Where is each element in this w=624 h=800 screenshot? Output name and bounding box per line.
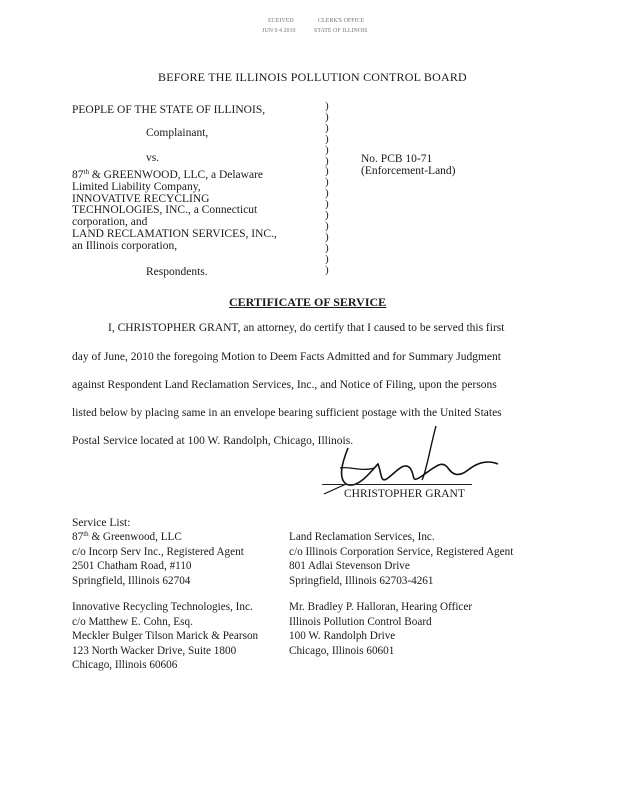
signature-line bbox=[322, 484, 472, 485]
defendant-line-6: LAND RECLAMATION SERVICES, INC., bbox=[72, 227, 277, 240]
recipient-line: 100 W. Randolph Drive bbox=[289, 630, 396, 642]
stamp-line-3: JUN 0 4 2010 bbox=[262, 28, 296, 34]
certificate-title: CERTIFICATE OF SERVICE bbox=[229, 295, 387, 309]
service-recipient-hearing-officer bbox=[289, 600, 472, 658]
recipient-line: c/o Incorp Serv Inc., Registered Agent bbox=[72, 545, 244, 558]
defendants-block bbox=[72, 170, 277, 253]
defendant-line-7: an Illinois corporation, bbox=[72, 239, 178, 252]
recipient-line: Springfield, Illinois 62703-4261 bbox=[289, 574, 434, 587]
recipient-line: c/o Matthew E. Cohn, Esq. bbox=[72, 615, 193, 628]
body-line-5: Postal Service located at 100 W. Randolph, Chicago, Illinois. bbox=[72, 435, 354, 447]
service-recipient-innovative bbox=[72, 600, 258, 673]
received-stamp-3 bbox=[262, 28, 296, 34]
service-list-label: Service List: bbox=[72, 517, 131, 529]
received-stamp bbox=[268, 18, 294, 24]
recipient-name: 87th & Greenwood, LLC bbox=[72, 530, 182, 543]
defendant-line-5: corporation, and bbox=[72, 216, 148, 229]
respondents-label: Respondents. bbox=[146, 266, 208, 278]
case-number: No. PCB 10-71 bbox=[361, 153, 433, 165]
versus-label: vs. bbox=[146, 152, 160, 164]
defendant-line-1: 87th & GREENWOOD, LLC, a Delaware bbox=[72, 168, 263, 181]
caption-brackets: ) ) ) ) ) ) ) ) ) ) ) ) ) ) ) ) bbox=[325, 100, 329, 276]
recipient-line: 801 Adlai Stevenson Drive bbox=[289, 560, 410, 572]
recipient-line: Meckler Bulger Tilson Marick & Pearson bbox=[72, 630, 259, 642]
service-recipient-land-reclamation bbox=[289, 530, 513, 588]
recipient-line: Mr. Bradley P. Halloran, Hearing Officer bbox=[289, 601, 473, 613]
service-recipient-greenwood bbox=[72, 530, 244, 588]
recipient-line: Innovative Recycling Technologies, Inc. bbox=[72, 601, 253, 613]
received-stamp-4 bbox=[314, 28, 368, 34]
defendant-line-4: TECHNOLOGIES, INC., a Connecticut bbox=[72, 204, 258, 217]
body-line-2: day of June, 2010 the foregoing Motion to Deem Facts Admitted and for Summary Judgment bbox=[72, 351, 501, 363]
body-line-4: listed below by placing same in an envelope bearing sufficient postage with the United States bbox=[72, 407, 502, 419]
body-line-3: against Respondent Land Reclamation Services, Inc., and Notice of Filing, upon the persons bbox=[72, 379, 497, 391]
stamp-line-2: CLERK'S OFFICE bbox=[318, 18, 365, 24]
case-type: (Enforcement-Land) bbox=[361, 165, 456, 177]
recipient-line: 123 North Wacker Drive, Suite 1800 bbox=[72, 644, 237, 657]
recipient-line: Chicago, Illinois 60601 bbox=[289, 644, 395, 657]
handwritten-signature bbox=[318, 418, 518, 498]
defendant-line-3: INNOVATIVE RECYCLING bbox=[72, 192, 210, 205]
recipient-line: Illinois Pollution Control Board bbox=[289, 615, 432, 628]
recipient-line: c/o Illinois Corporation Service, Registered Agent bbox=[289, 545, 514, 558]
recipient-line: Chicago, Illinois 60606 bbox=[72, 659, 178, 671]
received-stamp-2 bbox=[318, 18, 364, 24]
recipient-line: 2501 Chatham Road, #110 bbox=[72, 560, 192, 572]
page-heading: BEFORE THE ILLINOIS POLLUTION CONTROL BOARD bbox=[158, 70, 467, 84]
defendant-line-2: Limited Liability Company, bbox=[72, 180, 201, 193]
stamp-line-4: STATE OF ILLINOIS bbox=[314, 28, 368, 34]
stamp-line-1: ECEIVED bbox=[268, 18, 294, 24]
plaintiff-name: PEOPLE OF THE STATE OF ILLINOIS, bbox=[72, 104, 266, 116]
recipient-line: Springfield, Illinois 62704 bbox=[72, 574, 191, 587]
complainant-label: Complainant, bbox=[146, 127, 209, 139]
recipient-line: Land Reclamation Services, Inc. bbox=[289, 531, 435, 543]
signer-name: CHRISTOPHER GRANT bbox=[344, 488, 465, 500]
body-line-1: I, CHRISTOPHER GRANT, an attorney, do certify that I caused to be served this first bbox=[108, 322, 505, 334]
